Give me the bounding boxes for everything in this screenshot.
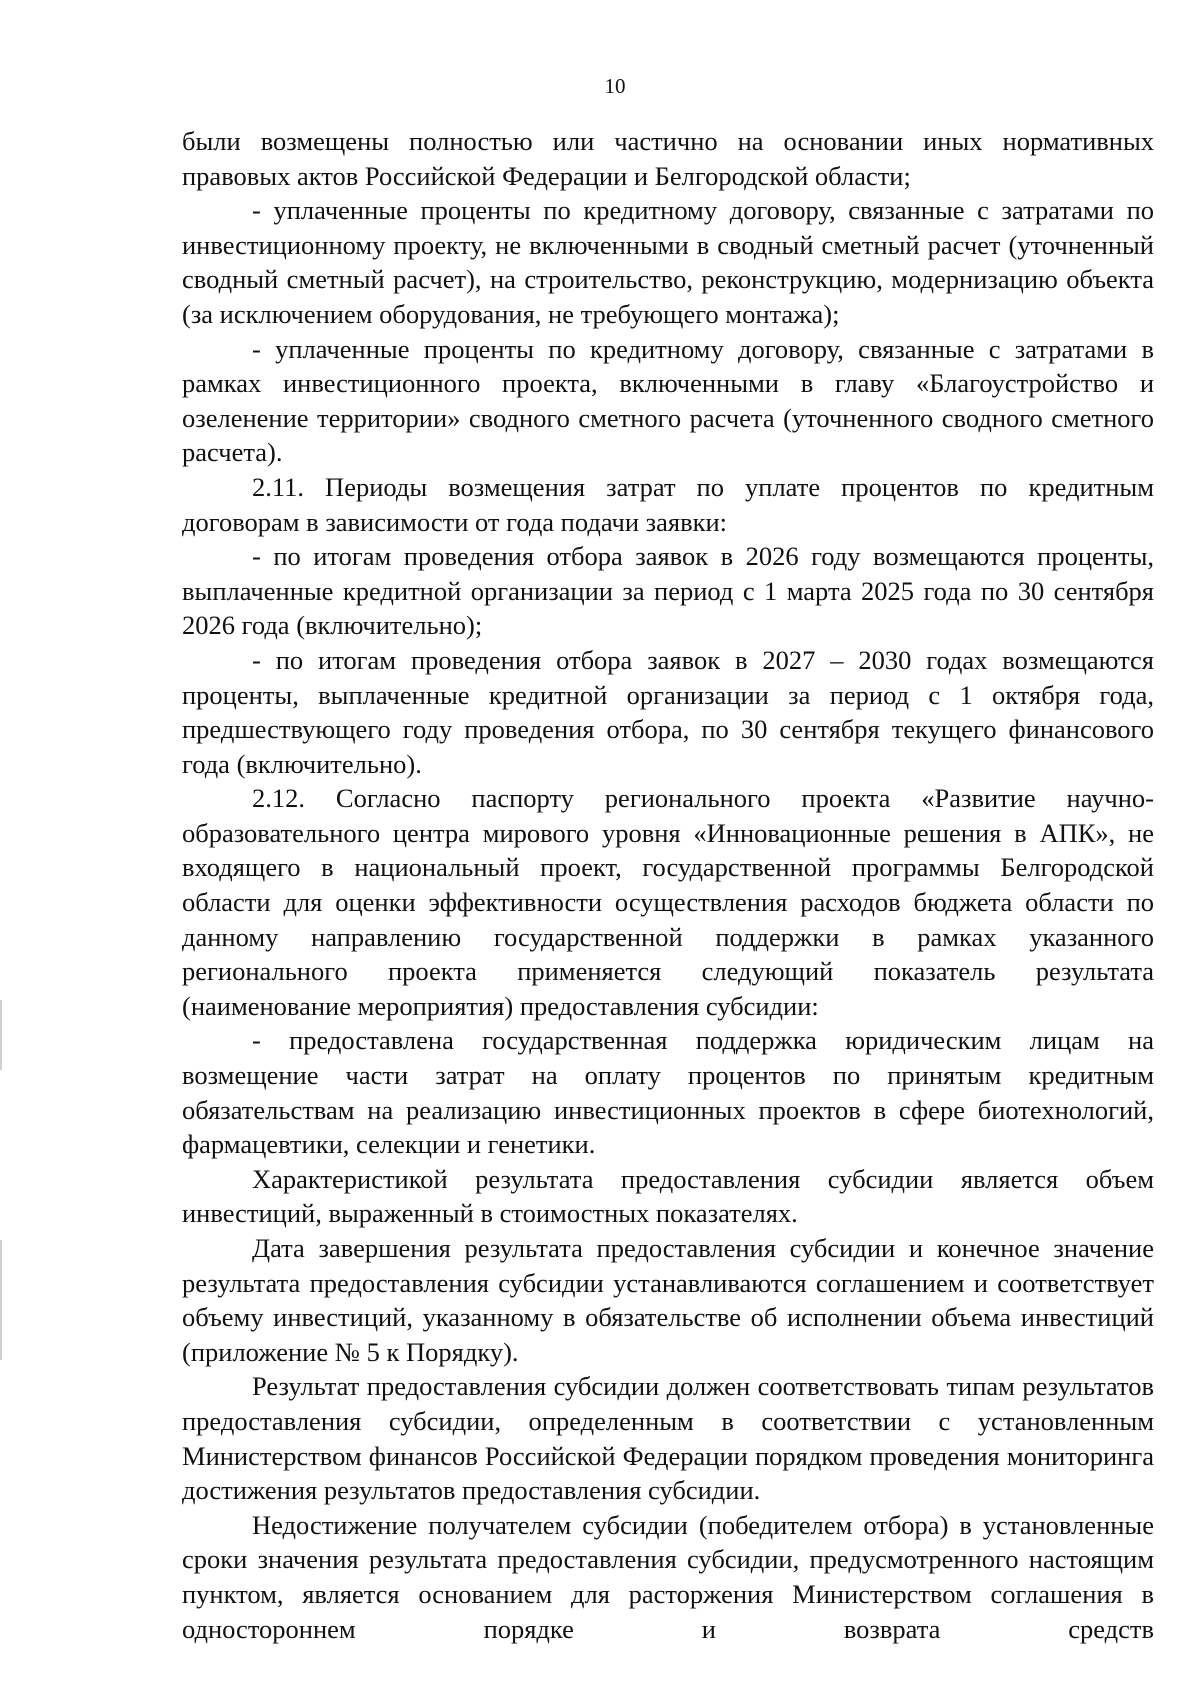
page-number: 10: [604, 74, 626, 98]
paragraph: 2.12. Согласно паспорту регионального проекта «Развитие научно-образовательного центра мирового уровня «Инновационные решения в АПК», не входящего в национальный проект, государственной программы Белгородской области для оценки эффективности осуществления расходов бюджета области по данному направлению государственной поддержки в рамках указанного регионального проекта применяется следующий показатель результата (наименование мероприятия) предоставления субсидии:: [182, 783, 1154, 1021]
document-body: [182, 124, 1154, 1646]
paragraph: - по итогам проведения отбора заявок в 2027 – 2030 годах возмещаются проценты, выплаченные кредитной организации за период с 1 октября года, предшествующего году проведения отбора, по 30 сентября текущего финансового года (включительно).: [182, 644, 1154, 779]
paragraph: Результат предоставления субсидии должен соответствовать типам результатов предоставления субсидии, определенным в соответствии с установленным Министерством финансов Российской Федерации порядком проведения мониторинга достижения результатов предоставления субсидии.: [182, 1371, 1154, 1506]
paragraph: были возмещены полностью или частично на основании иных нормативных правовых актов Российской Федерации и Белгородской области;: [182, 126, 1154, 191]
paragraph: - уплаченные проценты по кредитному договору, связанные с затратами по инвестиционному проекту, не включенными в сводный сметный расчет (уточненный сводный сметный расчет), на строительство, реконструкцию, модернизацию объекта (за исключением оборудования, не требующего монтажа);: [182, 195, 1154, 329]
paragraph: - предоставлена государственная поддержка юридическим лицам на возмещение части затрат на оплату процентов по принятым кредитным обязательствам на реализацию инвестиционных проектов в сфере биотехнологий, фармацевтики, селекции и генетики.: [182, 1025, 1154, 1160]
paragraph: - по итогам проведения отбора заявок в 2026 году возмещаются проценты, выплаченные кредитной организации за период с 1 марта 2025 года по 30 сентября 2026 года (включительно);: [182, 541, 1154, 641]
paragraph: - уплаченные проценты по кредитному договору, связанные с затратами в рамках инвестиционного проекта, включенными в главу «Благоустройство и озеленение территории» сводного сметного расчета (уточненного сводного сметного расчета).: [182, 333, 1154, 468]
scan-edge-mark: [0, 1000, 2, 1070]
paragraph: Недостижение получателем субсидии (победителем отбора) в установленные сроки значения результата предоставления субсидии, предусмотренного настоящим пунктом, является основанием для расторжения Министерством соглашения в одностороннем порядке и возврата средств: [182, 1509, 1154, 1644]
paragraph: Дата завершения результата предоставления субсидии и конечное значение результата предоставления субсидии устанавливаются соглашением и соответствует объему инвестиций, указанному в обязательстве об исполнении объема инвестиций (приложение № 5 к Порядку).: [182, 1233, 1154, 1367]
scan-edge-mark: [0, 1240, 2, 1360]
paragraph: 2.11. Периоды возмещения затрат по уплате процентов по кредитным договорам в зависимости от года подачи заявки:: [182, 471, 1154, 537]
paragraph: Характеристикой результата предоставления субсидии является объем инвестиций, выраженный в стоимостных показателях.: [182, 1163, 1154, 1229]
